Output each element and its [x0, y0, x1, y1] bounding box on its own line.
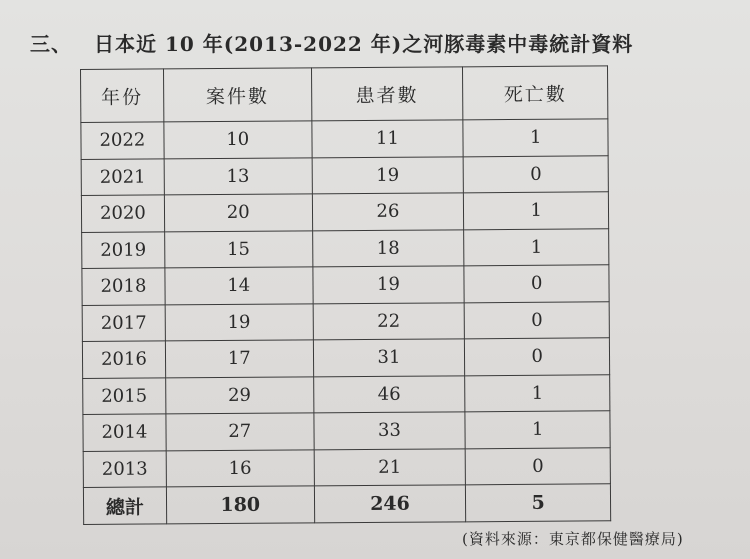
- total-label: 總計: [83, 487, 166, 525]
- cell-patients: 22: [313, 302, 465, 340]
- table-row: [82, 338, 609, 378]
- cell-cases: 29: [166, 376, 314, 414]
- cell-cases: 17: [165, 340, 313, 378]
- total-deaths: 5: [466, 484, 611, 522]
- cell-patients: 46: [313, 375, 465, 413]
- table-row: [81, 155, 608, 195]
- table-row: [82, 265, 609, 305]
- cell-deaths: 0: [465, 447, 610, 485]
- header-patients: 患者數: [311, 67, 463, 121]
- cell-year: 2016: [82, 341, 165, 378]
- header-year: 年份: [81, 69, 164, 123]
- section-title: 日本近 10 年(2013-2022 年)之河豚毒素中毒統計資料: [94, 32, 634, 56]
- table-header-row: [81, 66, 608, 123]
- cell-year: 2017: [82, 304, 165, 341]
- cell-cases: 13: [164, 157, 312, 195]
- cell-deaths: 1: [464, 228, 609, 266]
- cell-patients: 21: [314, 448, 466, 486]
- total-row: [83, 484, 610, 525]
- cell-deaths: 0: [465, 338, 610, 376]
- statistics-table: [80, 65, 611, 525]
- table-row: [82, 301, 609, 341]
- cell-deaths: 0: [464, 265, 609, 303]
- cell-year: 2013: [83, 450, 166, 487]
- cell-year: 2018: [82, 268, 165, 305]
- cell-deaths: 1: [465, 374, 610, 412]
- cell-year: 2014: [83, 414, 166, 451]
- table-row: [82, 228, 609, 268]
- cell-deaths: 1: [465, 411, 610, 449]
- cell-patients: 19: [312, 266, 464, 304]
- header-cases: 案件數: [163, 68, 311, 122]
- cell-cases: 16: [166, 449, 314, 487]
- cell-cases: 19: [165, 303, 313, 341]
- cell-deaths: 1: [463, 119, 608, 157]
- cell-deaths: 0: [463, 155, 608, 193]
- table-row: [81, 192, 608, 232]
- table-row: [83, 374, 610, 414]
- cell-patients: 18: [312, 229, 464, 267]
- header-deaths: 死亡數: [463, 66, 608, 120]
- cell-cases: 27: [166, 413, 314, 451]
- cell-patients: 33: [314, 412, 466, 450]
- cell-year: 2015: [83, 377, 166, 414]
- cell-deaths: 1: [464, 192, 609, 230]
- source-note: (資料來源：東京都保健醫療局): [462, 530, 684, 548]
- cell-year: 2022: [81, 122, 164, 159]
- cell-patients: 19: [312, 156, 464, 194]
- cell-cases: 15: [165, 230, 313, 268]
- total-cases: 180: [166, 486, 314, 524]
- cell-cases: 20: [164, 194, 312, 232]
- cell-patients: 11: [311, 120, 463, 158]
- cell-year: 2021: [81, 158, 164, 195]
- section-heading: [30, 28, 633, 57]
- section-number: 三、: [30, 32, 72, 56]
- cell-deaths: 0: [464, 301, 609, 339]
- cell-patients: 31: [313, 339, 465, 377]
- cell-year: 2020: [81, 195, 164, 232]
- table-row: [83, 411, 610, 451]
- table-row: [83, 447, 610, 487]
- total-patients: 246: [314, 485, 466, 523]
- table-row: [81, 119, 608, 159]
- cell-cases: 14: [165, 267, 313, 305]
- cell-cases: 10: [164, 121, 312, 159]
- cell-patients: 26: [312, 193, 464, 231]
- cell-year: 2019: [82, 231, 165, 268]
